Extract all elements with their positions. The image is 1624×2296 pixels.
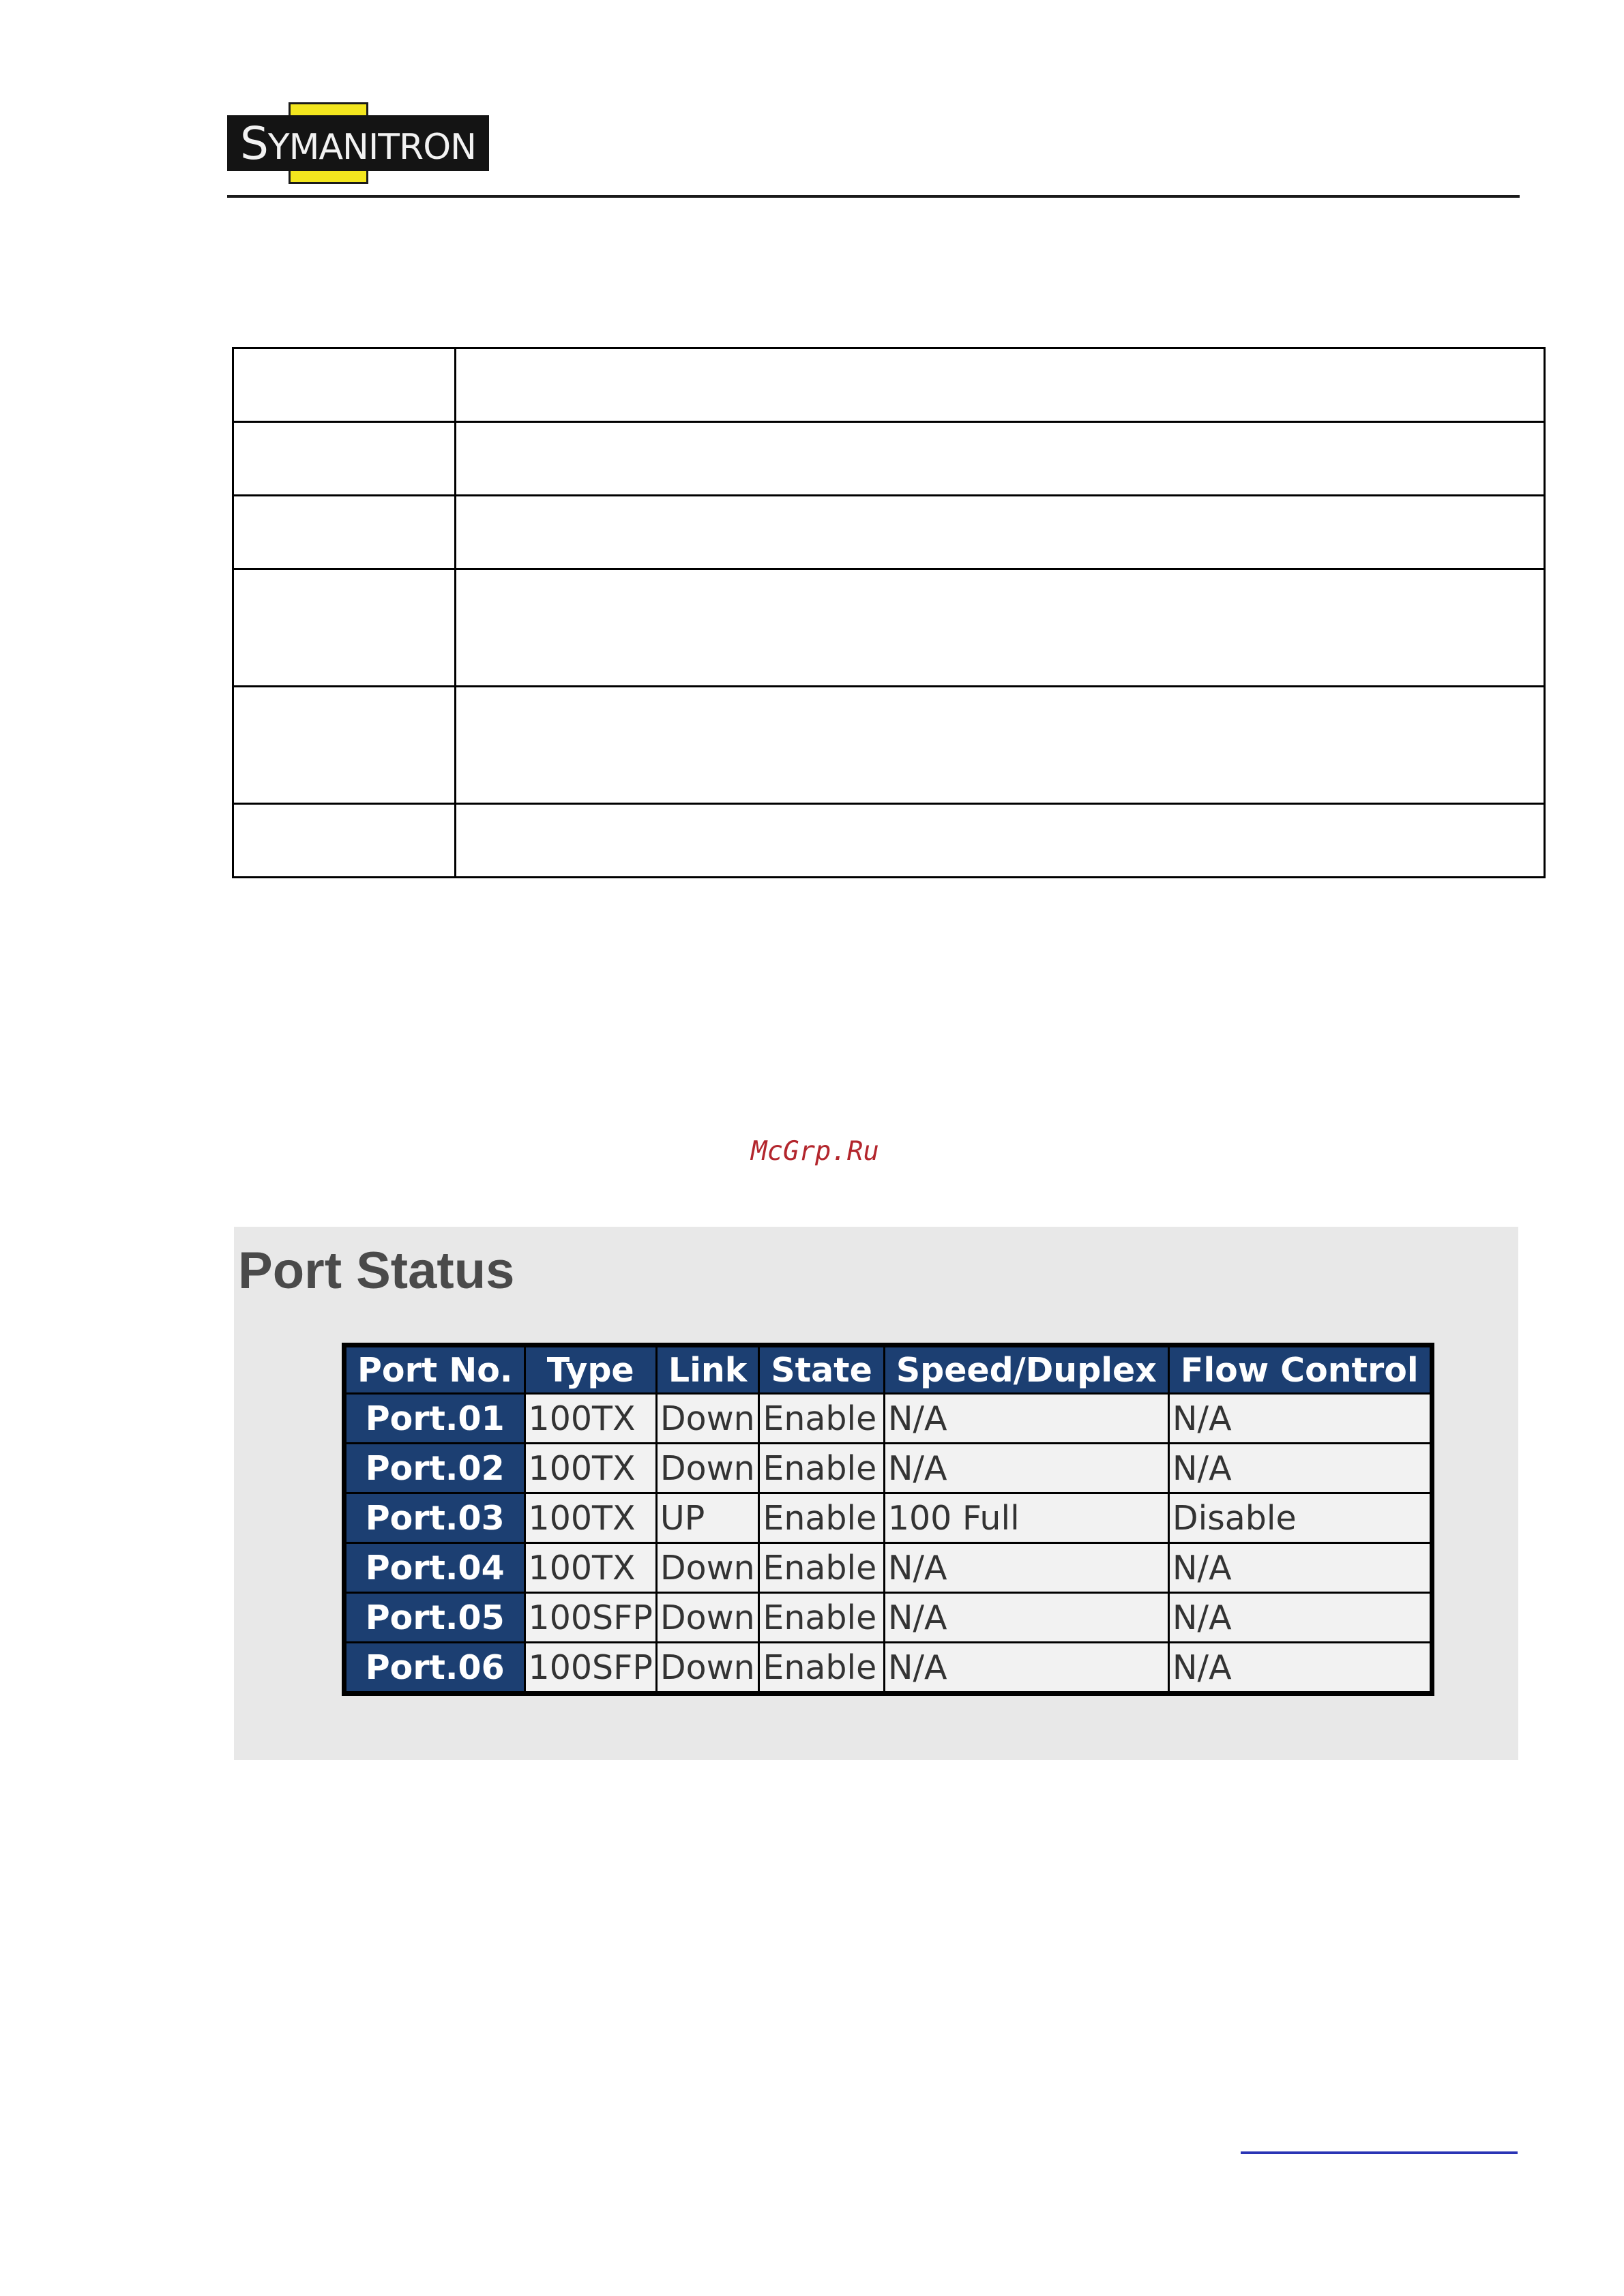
link-cell: UP bbox=[658, 1494, 758, 1542]
flow-control-cell: Disable bbox=[1170, 1494, 1430, 1542]
table-row bbox=[346, 1594, 1430, 1641]
symanitron-logo bbox=[227, 102, 489, 184]
state-cell: Enable bbox=[760, 1395, 883, 1442]
flow-control-cell: N/A bbox=[1170, 1643, 1430, 1691]
state-cell: Enable bbox=[760, 1643, 883, 1691]
link-cell: Down bbox=[658, 1395, 758, 1442]
table-row bbox=[346, 1643, 1430, 1691]
link-cell: Down bbox=[658, 1444, 758, 1492]
port-number-cell: Port.03 bbox=[346, 1494, 524, 1542]
table-row bbox=[346, 1494, 1430, 1542]
speed-duplex-cell: N/A bbox=[885, 1444, 1168, 1492]
port-status-table bbox=[342, 1343, 1434, 1696]
speed-duplex-cell: N/A bbox=[885, 1643, 1168, 1691]
flow-control-cell: N/A bbox=[1170, 1544, 1430, 1592]
state-cell: Enable bbox=[760, 1444, 883, 1492]
col-header-type: Type bbox=[526, 1347, 655, 1392]
port-number-cell: Port.06 bbox=[346, 1643, 524, 1691]
speed-duplex-cell: N/A bbox=[885, 1594, 1168, 1641]
speed-duplex-cell: 100 Full bbox=[885, 1494, 1168, 1542]
port-number-cell: Port.05 bbox=[346, 1594, 524, 1641]
header-divider bbox=[227, 195, 1520, 198]
flow-control-cell: N/A bbox=[1170, 1444, 1430, 1492]
table-header-row bbox=[346, 1347, 1430, 1392]
blank-definition-table bbox=[232, 347, 1546, 878]
type-cell: 100TX bbox=[526, 1494, 655, 1542]
port-number-cell: Port.02 bbox=[346, 1444, 524, 1492]
table-row bbox=[346, 1395, 1430, 1442]
col-header-state: State bbox=[760, 1347, 883, 1392]
col-header-flow-control: Flow Control bbox=[1170, 1347, 1430, 1392]
flow-control-cell: N/A bbox=[1170, 1594, 1430, 1641]
col-header-speed-duplex: Speed/Duplex bbox=[885, 1347, 1168, 1392]
port-number-cell: Port.01 bbox=[346, 1395, 524, 1442]
logo-black-band bbox=[227, 115, 489, 171]
type-cell: 100TX bbox=[526, 1395, 655, 1442]
col-header-port-no: Port No. bbox=[346, 1347, 524, 1392]
link-cell: Down bbox=[658, 1544, 758, 1592]
link-cell: Down bbox=[658, 1594, 758, 1641]
watermark-text: McGrp.Ru bbox=[751, 1136, 879, 1167]
footer-link-underline[interactable] bbox=[1241, 2151, 1518, 2154]
table-row bbox=[233, 804, 1545, 878]
type-cell: 100TX bbox=[526, 1544, 655, 1592]
flow-control-cell: N/A bbox=[1170, 1395, 1430, 1442]
state-cell: Enable bbox=[760, 1494, 883, 1542]
state-cell: Enable bbox=[760, 1544, 883, 1592]
speed-duplex-cell: N/A bbox=[885, 1395, 1168, 1442]
logo-text: SYMANITRON bbox=[239, 117, 477, 170]
table-row bbox=[233, 569, 1545, 687]
type-cell: 100TX bbox=[526, 1444, 655, 1492]
speed-duplex-cell: N/A bbox=[885, 1544, 1168, 1592]
port-status-title: Port Status bbox=[238, 1242, 515, 1300]
table-row bbox=[233, 496, 1545, 569]
type-cell: 100SFP bbox=[526, 1594, 655, 1641]
table-row bbox=[233, 422, 1545, 496]
table-row bbox=[346, 1444, 1430, 1492]
col-header-link: Link bbox=[658, 1347, 758, 1392]
table-row bbox=[346, 1544, 1430, 1592]
type-cell: 100SFP bbox=[526, 1643, 655, 1691]
table-row bbox=[233, 348, 1545, 422]
port-number-cell: Port.04 bbox=[346, 1544, 524, 1592]
link-cell: Down bbox=[658, 1643, 758, 1691]
state-cell: Enable bbox=[760, 1594, 883, 1641]
table-row bbox=[233, 687, 1545, 804]
